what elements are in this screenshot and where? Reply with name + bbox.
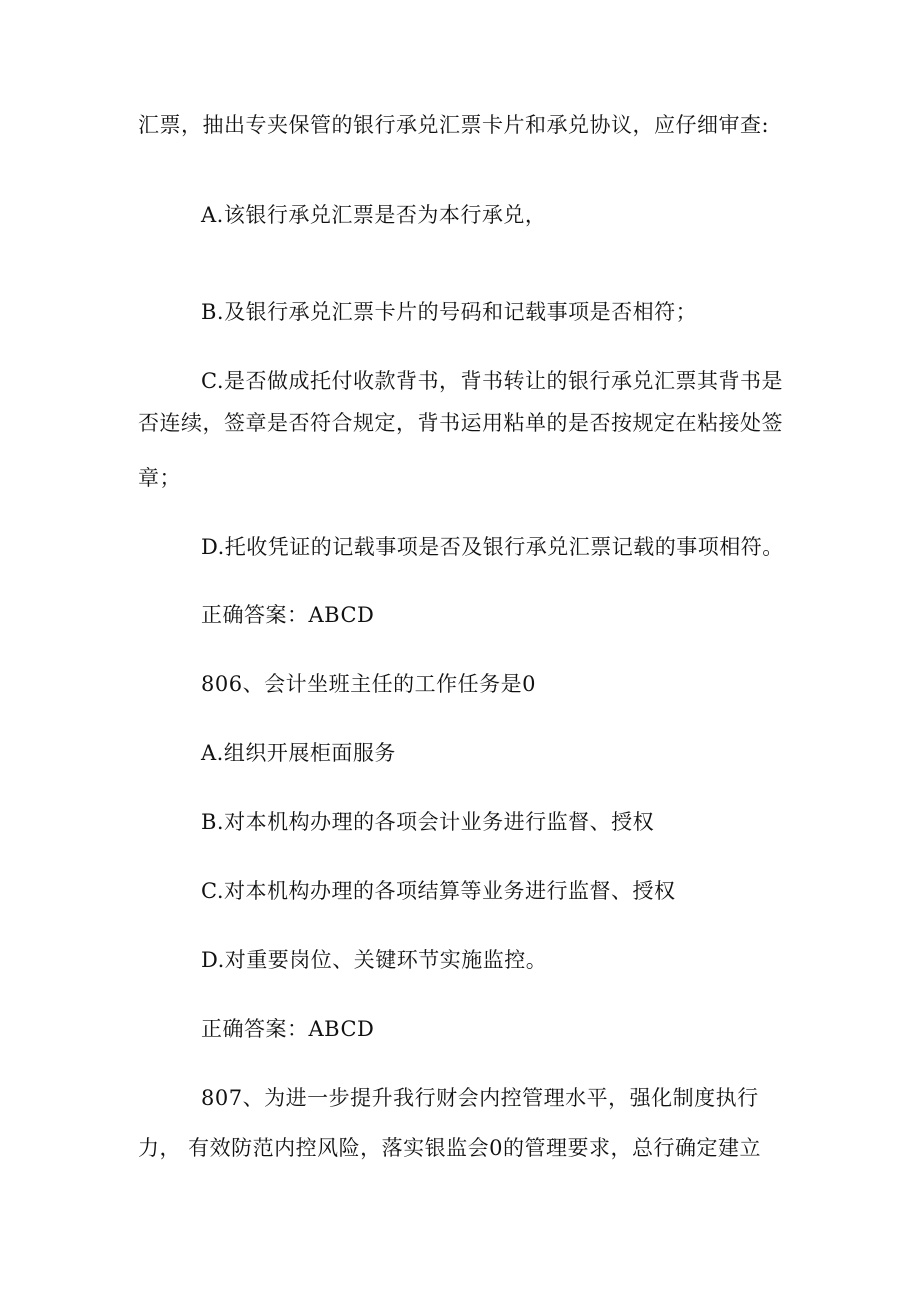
question-805-option-b: B.及银行承兑汇票卡片的号码和记载事项是否相符； <box>201 300 698 324</box>
question-806-option-a: A.组织开展柜面服务 <box>201 741 396 765</box>
question-805-option-a: A.该银行承兑汇票是否为本行承兑， <box>201 203 547 227</box>
question-805-option-c-line3: 章； <box>138 466 181 490</box>
question-805-answer: 正确答案：ABCD <box>201 603 375 627</box>
question-806-option-c: C.对本机构办理的各项结算等业务进行监督、授权 <box>201 879 676 903</box>
question-805-option-c-line2: 否连续，签章是否符合规定，背书运用粘单的是否按规定在粘接处签 <box>138 411 783 435</box>
question-806-option-b: B.对本机构办理的各项会计业务进行监督、授权 <box>201 810 655 834</box>
question-806-option-d: D.对重要岗位、关键环节实施监控。 <box>201 948 548 972</box>
question-806-answer: 正确答案：ABCD <box>201 1017 375 1041</box>
question-806-stem: 806、会计坐班主任的工作任务是0 <box>201 672 536 696</box>
question-807-stem-line2: 力， 有效防范内控风险，落实银监会0的管理要求，总行确定建立 <box>138 1136 762 1160</box>
question-805-stem-tail: 汇票，抽出专夹保管的银行承兑汇票卡片和承兑协议，应仔细审查: <box>138 113 770 137</box>
question-807-stem-line1: 807、为进一步提升我行财会内控管理水平，强化制度执行 <box>201 1086 759 1110</box>
question-805-option-c-line1: C.是否做成托付收款背书，背书转让的银行承兑汇票其背书是 <box>201 369 783 393</box>
question-805-option-d: D.托收凭证的记载事项是否及银行承兑汇票记载的事项相符。 <box>201 535 784 559</box>
